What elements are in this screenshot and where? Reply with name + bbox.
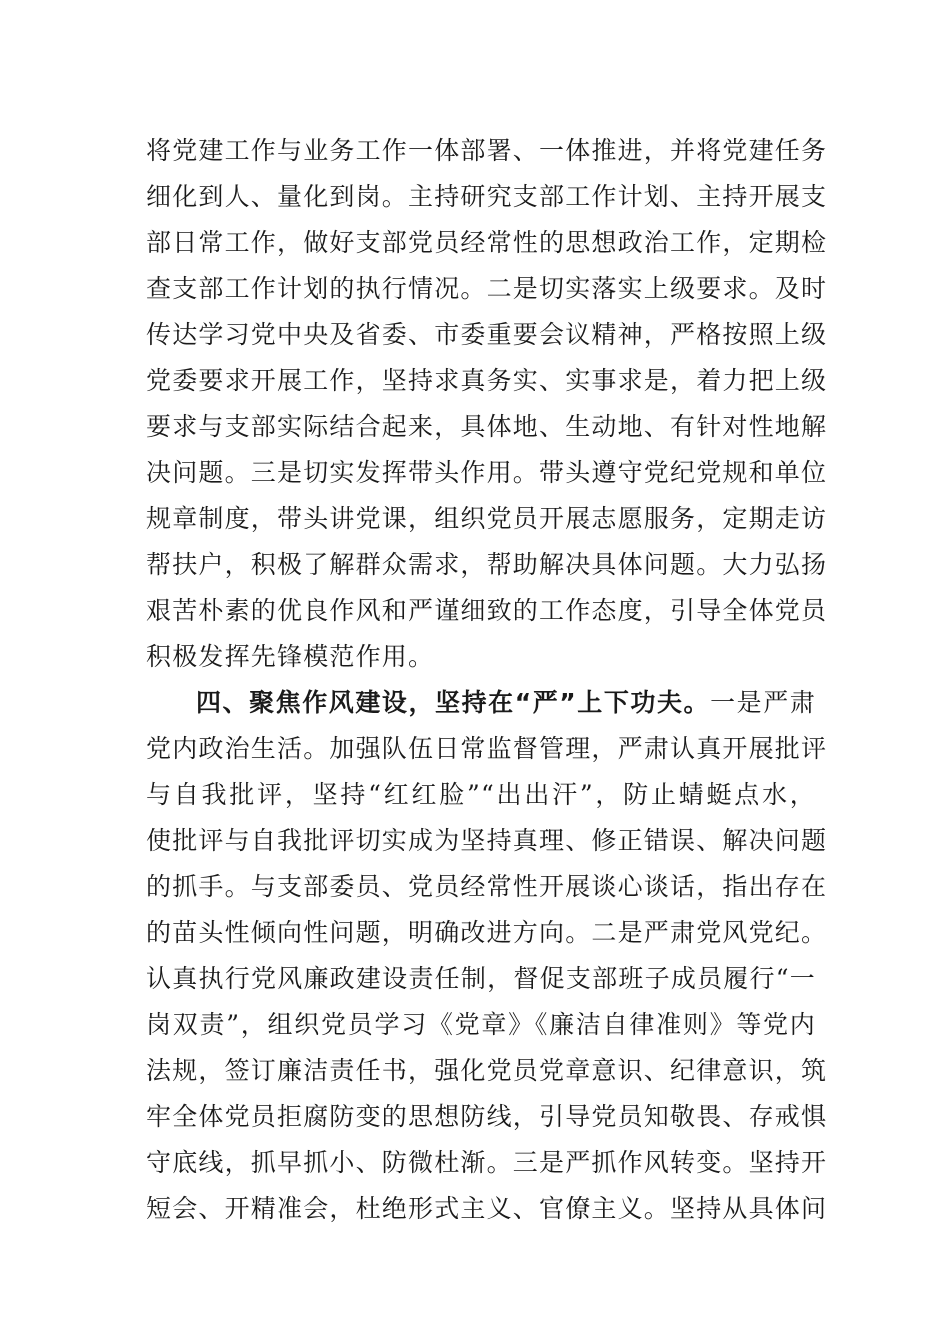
section-4-first-rest: 一是严肃 <box>710 688 816 717</box>
text-line: 传达学习党中央及省委、市委重要会议精神，严格按照上级 <box>146 320 828 349</box>
text-line: 短会、开精准会，杜绝形式主义、官僚主义。坚持从具体问 <box>146 1194 828 1223</box>
section-4-first-line <box>196 680 816 726</box>
text-line: 党委要求开展工作，坚持求真务实、实事求是，着力把上级 <box>146 366 828 395</box>
text-line: 与自我批评，坚持“红红脸”“出出汗”，防止蜻蜓点水， <box>146 780 816 809</box>
text-line: 党内政治生活。加强队伍日常监督管理，严肃认真开展批评 <box>146 734 828 763</box>
section-4-heading: 四、聚焦作风建设，坚持在“严”上下功夫。 <box>196 688 711 717</box>
text-line: 细化到人、量化到岗。主持研究支部工作计划、主持开展支 <box>146 182 828 211</box>
text-line: 岗双责”，组织党员学习《党章》《廉洁自律准则》等党内 <box>146 1010 816 1039</box>
text-line: 部日常工作，做好支部党员经常性的思想政治工作，定期检 <box>146 228 828 257</box>
text-line: 的苗头性倾向性问题，明确改进方向。二是严肃党风党纪。 <box>146 918 828 947</box>
text-line: 使批评与自我批评切实成为坚持真理、修正错误、解决问题 <box>146 826 828 855</box>
text-line: 的抓手。与支部委员、党员经常性开展谈心谈话，指出存在 <box>146 872 828 901</box>
text-line: 决问题。三是切实发挥带头作用。带头遵守党纪党规和单位 <box>146 458 828 487</box>
text-line: 守底线，抓早抓小、防微杜渐。三是严抓作风转变。坚持开 <box>146 1148 828 1177</box>
text-line: 将党建工作与业务工作一体部署、一体推进，并将党建任务 <box>146 136 828 165</box>
text-line: 积极发挥先锋模范作用。 <box>146 642 435 671</box>
text-line: 法规，签订廉洁责任书，强化党员党章意识、纪律意识，筑 <box>146 1056 828 1085</box>
text-line: 牢全体党员拒腐防变的思想防线，引导党员知敬畏、存戒惧 <box>146 1102 828 1131</box>
text-line: 规章制度，带头讲党课，组织党员开展志愿服务，定期走访 <box>146 504 828 533</box>
text-line: 认真执行党风廉政建设责任制，督促支部班子成员履行“一 <box>146 964 816 993</box>
text-line: 查支部工作计划的执行情况。二是切实落实上级要求。及时 <box>146 274 828 303</box>
text-line: 艰苦朴素的优良作风和严谨细致的工作态度，引导全体党员 <box>146 596 828 625</box>
text-line: 帮扶户，积极了解群众需求，帮助解决具体问题。大力弘扬 <box>146 550 828 579</box>
text-line: 要求与支部实际结合起来，具体地、生动地、有针对性地解 <box>146 412 828 441</box>
